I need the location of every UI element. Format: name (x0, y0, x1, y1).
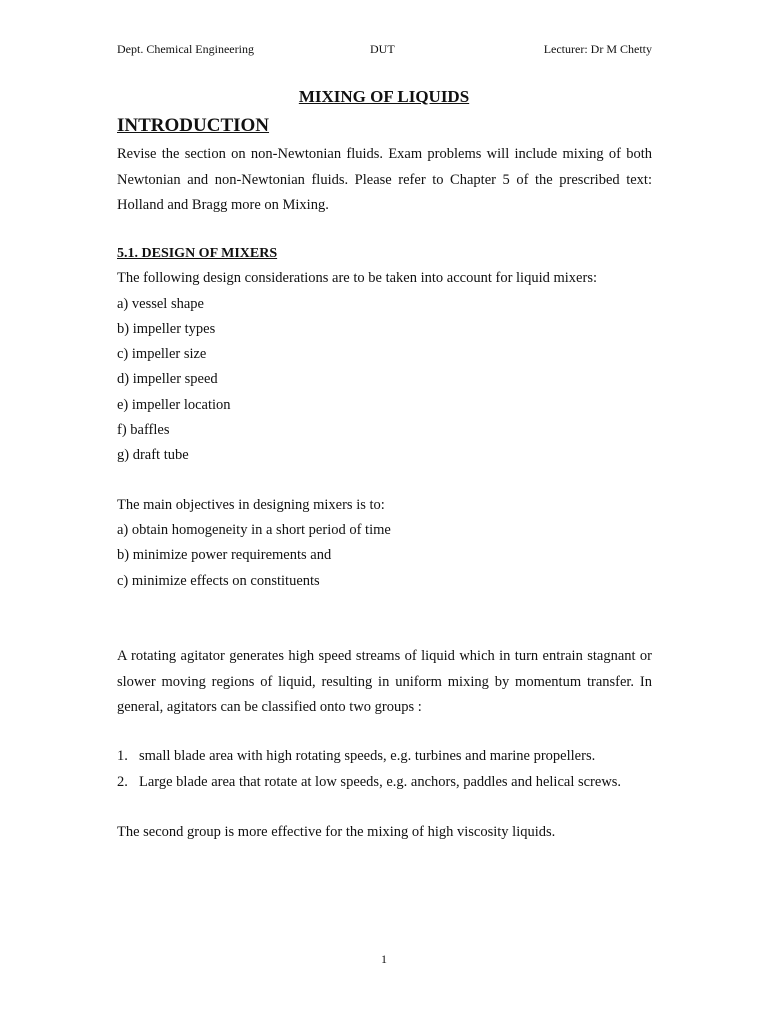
page-number: 1 (381, 952, 387, 966)
consideration-item: e) impeller location (117, 397, 231, 413)
objective-item: a) obtain homogeneity in a short period of time (117, 522, 391, 538)
consideration-item: g) draft tube (117, 447, 189, 463)
consideration-item: d) impeller speed (117, 371, 218, 387)
consideration-item: f) baffles (117, 422, 170, 438)
consideration-item: b) impeller types (117, 321, 216, 337)
introduction-paragraph: Revise the section on non-Newtonian fluids. Exam problems will include mixing of both Newtonian and non-Newtonian fluids. Please refer to Chapter 5 of the prescribed text: Holland and Bragg more on Mixing. (117, 146, 652, 213)
list-item-number: 2. (117, 773, 128, 790)
page-header (117, 42, 652, 58)
header-lecturer: Lecturer: Dr M Chetty (543, 42, 652, 56)
design-of-mixers-heading: 5.1. DESIGN OF MIXERS (117, 246, 278, 261)
agitator-groups-list (117, 744, 652, 795)
agitator-conclusion: The second group is more effective for the mixing of high viscosity liquids. (117, 824, 556, 840)
agitator-paragraph: A rotating agitator generates high speed streams of liquid which in turn entrain stagnant or slower moving regions of liquid, resulting in uniform mixing by momentum transfer. In general, agitators can be classified onto two groups : (117, 648, 652, 715)
consideration-item: a) vessel shape (117, 296, 204, 312)
header-department: Dept. Chemical Engineering (117, 42, 254, 56)
list-item (117, 770, 652, 796)
list-item (117, 744, 652, 770)
list-item-text: Large blade area that rotate at low speeds, e.g. anchors, paddles and helical screws. (139, 773, 622, 790)
objective-item: c) minimize effects on constituents (117, 573, 320, 589)
document-title: MIXING OF LIQUIDS (298, 87, 470, 106)
objective-item: b) minimize power requirements and (117, 547, 332, 563)
list-item-number: 1. (117, 748, 128, 764)
design-considerations-intro: The following design considerations are to be taken into account for liquid mixers: (117, 270, 597, 286)
consideration-item: c) impeller size (117, 346, 207, 362)
header-institution: DUT (370, 42, 395, 56)
introduction-heading: INTRODUCTION (117, 115, 270, 136)
objectives-intro: The main objectives in designing mixers is to: (117, 497, 385, 513)
list-item-text: small blade area with high rotating speeds, e.g. turbines and marine propellers. (139, 748, 596, 764)
